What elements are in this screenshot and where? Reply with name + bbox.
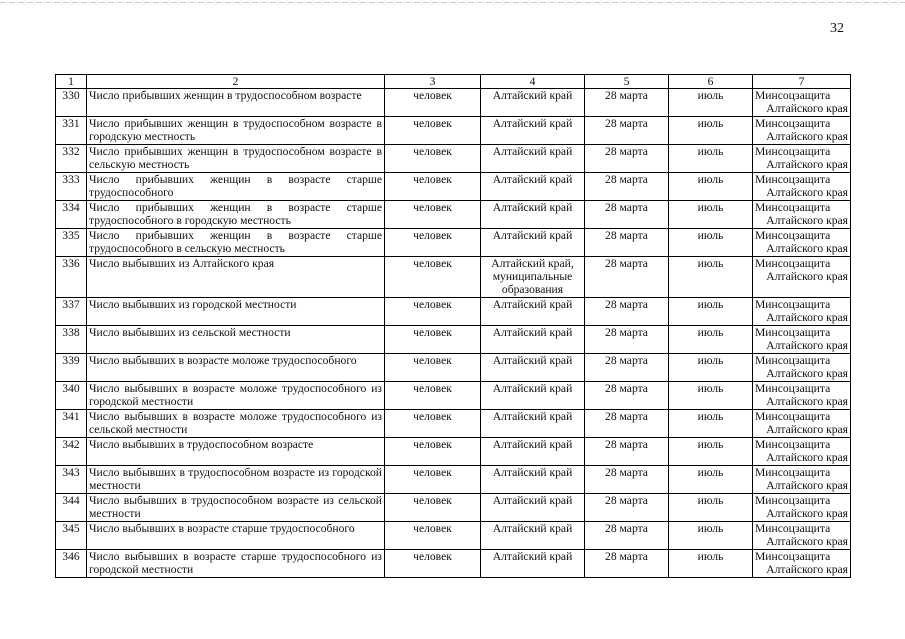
table-row — [56, 229, 851, 257]
deadline-cell: 28 марта — [585, 382, 669, 410]
unit-cell: человек — [385, 298, 481, 326]
table-row — [56, 438, 851, 466]
period-cell: июль — [669, 89, 753, 117]
org-region-line: Алтайского края — [766, 130, 848, 143]
period-cell: июль — [669, 298, 753, 326]
row-number: 336 — [56, 257, 87, 298]
responsible-org-cell — [753, 201, 851, 229]
responsible-org-cell — [753, 466, 851, 494]
deadline-cell: 28 марта — [585, 466, 669, 494]
unit-cell: человек — [385, 494, 481, 522]
deadline-cell: 28 марта — [585, 410, 669, 438]
row-number: 337 — [56, 298, 87, 326]
period-cell: июль — [669, 494, 753, 522]
period-cell: июль — [669, 117, 753, 145]
unit-cell: человек — [385, 117, 481, 145]
org-region-line: Алтайского края — [766, 563, 848, 576]
indicators-table — [55, 74, 851, 578]
org-region-line: Алтайского края — [766, 158, 848, 171]
column-header: 5 — [585, 75, 669, 89]
responsible-org-cell — [753, 229, 851, 257]
unit-cell: человек — [385, 145, 481, 173]
indicator-name: Число выбывших из сельской местности — [87, 326, 385, 354]
level-cell: Алтайский край — [481, 201, 585, 229]
org-name-line: Минсоцзащита — [755, 89, 831, 102]
responsible-org-cell — [753, 410, 851, 438]
responsible-org-cell — [753, 494, 851, 522]
unit-cell: человек — [385, 466, 481, 494]
indicator-name: Число выбывших из городской местности — [87, 298, 385, 326]
level-cell: Алтайский край — [481, 494, 585, 522]
responsible-org-cell — [753, 382, 851, 410]
period-cell: июль — [669, 522, 753, 550]
unit-cell: человек — [385, 410, 481, 438]
responsible-org-cell — [753, 298, 851, 326]
responsible-org-cell — [753, 354, 851, 382]
row-number: 346 — [56, 550, 87, 578]
row-number: 343 — [56, 466, 87, 494]
row-number: 340 — [56, 382, 87, 410]
org-name-line: Минсоцзащита — [755, 438, 831, 451]
table-row — [56, 173, 851, 201]
deadline-cell: 28 марта — [585, 298, 669, 326]
level-cell: Алтайский край — [481, 354, 585, 382]
table-row — [56, 326, 851, 354]
column-header: 1 — [56, 75, 87, 89]
responsible-org-cell — [753, 145, 851, 173]
unit-cell: человек — [385, 382, 481, 410]
period-cell: июль — [669, 354, 753, 382]
responsible-org-cell — [753, 257, 851, 298]
column-header: 2 — [87, 75, 385, 89]
row-number: 338 — [56, 326, 87, 354]
org-region-line: Алтайского края — [766, 507, 848, 520]
indicator-name: Число выбывших в возрасте моложе трудоспособного из городской местности — [87, 382, 385, 410]
org-region-line: Алтайского края — [766, 367, 848, 380]
column-header: 7 — [753, 75, 851, 89]
deadline-cell: 28 марта — [585, 145, 669, 173]
responsible-org-cell — [753, 117, 851, 145]
deadline-cell: 28 марта — [585, 201, 669, 229]
row-number: 334 — [56, 201, 87, 229]
org-name-line: Минсоцзащита — [755, 522, 831, 535]
unit-cell: человек — [385, 201, 481, 229]
unit-cell: человек — [385, 522, 481, 550]
level-cell: Алтайский край — [481, 229, 585, 257]
deadline-cell: 28 марта — [585, 438, 669, 466]
deadline-cell: 28 марта — [585, 326, 669, 354]
period-cell: июль — [669, 201, 753, 229]
period-cell: июль — [669, 438, 753, 466]
unit-cell: человек — [385, 257, 481, 298]
org-region-line: Алтайского края — [766, 339, 848, 352]
table-row — [56, 354, 851, 382]
row-number: 335 — [56, 229, 87, 257]
row-number: 331 — [56, 117, 87, 145]
responsible-org-cell — [753, 522, 851, 550]
org-region-line: Алтайского края — [766, 270, 848, 283]
table-row — [56, 382, 851, 410]
table-row — [56, 117, 851, 145]
level-cell: Алтайский край — [481, 298, 585, 326]
indicator-name: Число выбывших в возрасте моложе трудоспособного — [87, 354, 385, 382]
level-cell: Алтайский край — [481, 410, 585, 438]
level-cell: Алтайский край — [481, 89, 585, 117]
column-header: 4 — [481, 75, 585, 89]
deadline-cell: 28 марта — [585, 494, 669, 522]
row-number: 342 — [56, 438, 87, 466]
org-name-line: Минсоцзащита — [755, 229, 831, 242]
unit-cell: человек — [385, 89, 481, 117]
indicator-name: Число прибывших женщин в трудоспособном возрасте в городскую местность — [87, 117, 385, 145]
deadline-cell: 28 марта — [585, 257, 669, 298]
deadline-cell: 28 марта — [585, 173, 669, 201]
level-cell: Алтайский край — [481, 466, 585, 494]
level-cell: Алтайский край — [481, 173, 585, 201]
indicator-name: Число выбывших из Алтайского края — [87, 257, 385, 298]
indicator-name: Число выбывших в трудоспособном возрасте из городской местности — [87, 466, 385, 494]
org-name-line: Минсоцзащита — [755, 173, 831, 186]
table-row — [56, 89, 851, 117]
level-cell: Алтайский край — [481, 382, 585, 410]
level-cell: Алтайский край — [481, 550, 585, 578]
org-region-line: Алтайского края — [766, 479, 848, 492]
org-region-line: Алтайского края — [766, 535, 848, 548]
scan-top-edge — [0, 2, 905, 3]
org-name-line: Минсоцзащита — [755, 117, 831, 130]
org-name-line: Минсоцзащита — [755, 382, 831, 395]
row-number: 332 — [56, 145, 87, 173]
period-cell: июль — [669, 257, 753, 298]
org-region-line: Алтайского края — [766, 311, 848, 324]
row-number: 345 — [56, 522, 87, 550]
row-number: 344 — [56, 494, 87, 522]
org-region-line: Алтайского края — [766, 102, 848, 115]
indicator-name: Число прибывших женщин в трудоспособном возрасте в сельскую местность — [87, 145, 385, 173]
table-row — [56, 550, 851, 578]
header-row — [56, 75, 851, 89]
indicator-name: Число прибывших женщин в возрасте старше трудоспособного в городскую местность — [87, 201, 385, 229]
table-row — [56, 257, 851, 298]
column-header: 6 — [669, 75, 753, 89]
responsible-org-cell — [753, 173, 851, 201]
org-name-line: Минсоцзащита — [755, 466, 831, 479]
unit-cell: человек — [385, 326, 481, 354]
level-cell: Алтайский край — [481, 326, 585, 354]
level-cell: Алтайский край — [481, 522, 585, 550]
org-region-line: Алтайского края — [766, 214, 848, 227]
org-region-line: Алтайского края — [766, 395, 848, 408]
table-row — [56, 145, 851, 173]
indicator-name: Число прибывших женщин в возрасте старше трудоспособного в сельскую местность — [87, 229, 385, 257]
level-cell: Алтайский край, муниципальные образования — [481, 257, 585, 298]
table-row — [56, 466, 851, 494]
unit-cell: человек — [385, 354, 481, 382]
org-name-line: Минсоцзащита — [755, 354, 831, 367]
period-cell: июль — [669, 326, 753, 354]
level-cell: Алтайский край — [481, 438, 585, 466]
org-name-line: Минсоцзащита — [755, 257, 831, 270]
row-number: 330 — [56, 89, 87, 117]
period-cell: июль — [669, 145, 753, 173]
org-name-line: Минсоцзащита — [755, 326, 831, 339]
row-number: 341 — [56, 410, 87, 438]
column-header: 3 — [385, 75, 481, 89]
period-cell: июль — [669, 550, 753, 578]
period-cell: июль — [669, 173, 753, 201]
responsible-org-cell — [753, 89, 851, 117]
org-name-line: Минсоцзащита — [755, 298, 831, 311]
deadline-cell: 28 марта — [585, 354, 669, 382]
responsible-org-cell — [753, 326, 851, 354]
org-name-line: Минсоцзащита — [755, 410, 831, 423]
table-row — [56, 298, 851, 326]
org-region-line: Алтайского края — [766, 451, 848, 464]
org-region-line: Алтайского края — [766, 423, 848, 436]
period-cell: июль — [669, 466, 753, 494]
org-region-line: Алтайского края — [766, 186, 848, 199]
table-row — [56, 410, 851, 438]
period-cell: июль — [669, 382, 753, 410]
indicator-name: Число выбывших в возрасте моложе трудоспособного из сельской местности — [87, 410, 385, 438]
deadline-cell: 28 марта — [585, 550, 669, 578]
table-row — [56, 522, 851, 550]
indicator-name: Число прибывших женщин в возрасте старше трудоспособного — [87, 173, 385, 201]
deadline-cell: 28 марта — [585, 117, 669, 145]
org-name-line: Минсоцзащита — [755, 550, 831, 563]
responsible-org-cell — [753, 438, 851, 466]
org-region-line: Алтайского края — [766, 242, 848, 255]
deadline-cell: 28 марта — [585, 229, 669, 257]
org-name-line: Минсоцзащита — [755, 494, 831, 507]
indicator-name: Число выбывших в возрасте старше трудоспособного — [87, 522, 385, 550]
deadline-cell: 28 марта — [585, 89, 669, 117]
table-row — [56, 201, 851, 229]
indicator-name: Число выбывших в трудоспособном возрасте — [87, 438, 385, 466]
org-name-line: Минсоцзащита — [755, 145, 831, 158]
unit-cell: человек — [385, 173, 481, 201]
responsible-org-cell — [753, 550, 851, 578]
period-cell: июль — [669, 229, 753, 257]
unit-cell: человек — [385, 229, 481, 257]
period-cell: июль — [669, 410, 753, 438]
row-number: 339 — [56, 354, 87, 382]
indicator-name: Число выбывших в трудоспособном возрасте из сельской местности — [87, 494, 385, 522]
unit-cell: человек — [385, 550, 481, 578]
unit-cell: человек — [385, 438, 481, 466]
row-number: 333 — [56, 173, 87, 201]
level-cell: Алтайский край — [481, 117, 585, 145]
table-row — [56, 494, 851, 522]
level-cell: Алтайский край — [481, 145, 585, 173]
org-name-line: Минсоцзащита — [755, 201, 831, 214]
page-number: 32 — [830, 21, 844, 36]
indicator-name: Число выбывших в возрасте старше трудоспособного из городской местности — [87, 550, 385, 578]
deadline-cell: 28 марта — [585, 522, 669, 550]
indicator-name: Число прибывших женщин в трудоспособном возрасте — [87, 89, 385, 117]
